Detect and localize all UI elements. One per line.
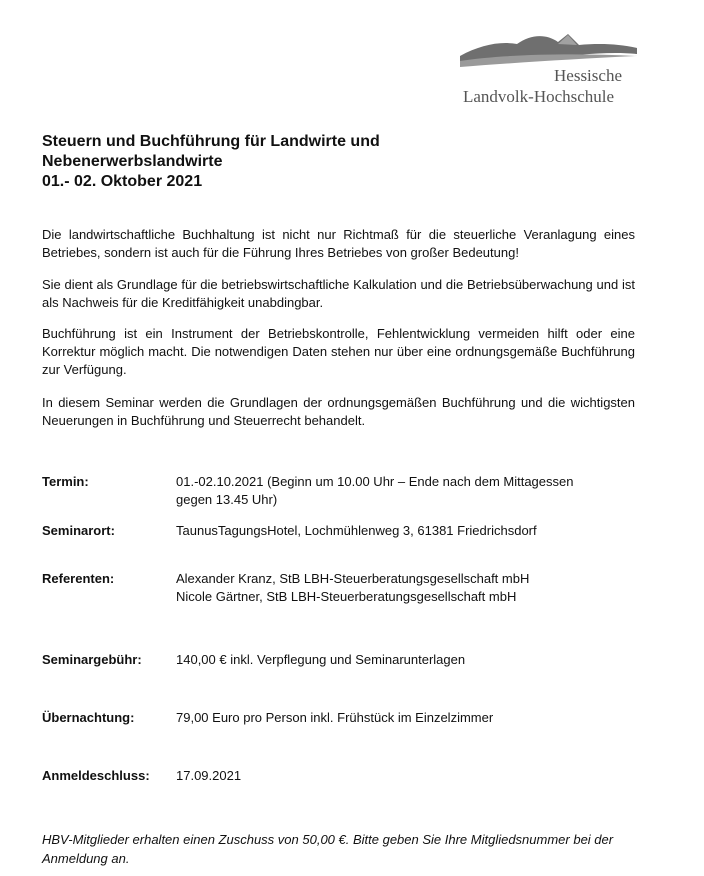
logo	[455, 30, 645, 110]
document-title	[42, 132, 642, 192]
seminargebuehr-value: 140,00 € inkl. Verpflegung und Seminarunterlagen	[176, 652, 466, 667]
title-line1: Steuern und Buchführung für Landwirte und	[42, 133, 380, 150]
uebernachtung-label: Übernachtung:	[42, 710, 135, 725]
termin-value-line2: gegen 13.45 Uhr)	[176, 492, 278, 507]
seminargebuehr-label: Seminargebühr:	[42, 652, 142, 667]
logo-text-line1: Hessische	[554, 66, 622, 85]
intro-paragraph-3: Buchführung ist ein Instrument der Betriebskontrolle, Fehlentwicklung vermeiden hilft oder eine Korrektur möglich macht. Die notwendigen Daten stehen nur über eine ordnungsgemäße Buchführung zur Verfügung.	[42, 326, 635, 377]
seminarort-value: TaunusTagungsHotel, Lochmühlenweg 3, 61381 Friedrichsdorf	[176, 523, 537, 538]
termin-value	[176, 473, 636, 509]
termin-value-line1: 01.-02.10.2021 (Beginn um 10.00 Uhr – Ende nach dem Mittagessen	[176, 474, 574, 489]
landscape-hills-icon	[455, 30, 645, 70]
referenten-label: Referenten:	[42, 571, 115, 586]
title-date: 01.- 02. Oktober 2021	[42, 173, 203, 190]
member-note: HBV-Mitglieder erhalten einen Zuschuss von 50,00 €. Bitte geben Sie Ihre Mitgliedsnummer bei der Anmeldung an.	[42, 832, 614, 866]
logo-text-line2: Landvolk-Hochschule	[463, 87, 615, 106]
intro-paragraph-1: Die landwirtschaftliche Buchhaltung ist nicht nur Richtmaß für die steuerliche Veranlagung eines Betriebes, sondern ist auch für die Führung Ihres Betriebes von großer Bedeutung!	[42, 227, 635, 260]
uebernachtung-value: 79,00 Euro pro Person inkl. Frühstück im Einzelzimmer	[176, 710, 494, 725]
anmeldeschluss-label: Anmeldeschluss:	[42, 768, 150, 783]
referenten-value	[176, 570, 636, 606]
intro-paragraph-4: In diesem Seminar werden die Grundlagen der ordnungsgemäßen Buchführung und die wichtigsten Neuerungen in Buchführung und Steuerrecht behandelt.	[42, 395, 635, 428]
intro-paragraph-2: Sie dient als Grundlage für die betriebswirtschaftliche Kalkulation und die Betriebsüberwachung und ist als Nachweis für die Kreditfähigkeit unabdingbar.	[42, 277, 635, 310]
seminarort-label: Seminarort:	[42, 523, 115, 538]
title-line2: Nebenerwerbslandwirte	[42, 153, 223, 170]
referent-2: Nicole Gärtner, StB LBH-Steuerberatungsgesellschaft mbH	[176, 589, 517, 604]
termin-label: Termin:	[42, 474, 89, 489]
anmeldeschluss-value: 17.09.2021	[176, 768, 242, 783]
referent-1: Alexander Kranz, StB LBH-Steuerberatungsgesellschaft mbH	[176, 571, 530, 586]
